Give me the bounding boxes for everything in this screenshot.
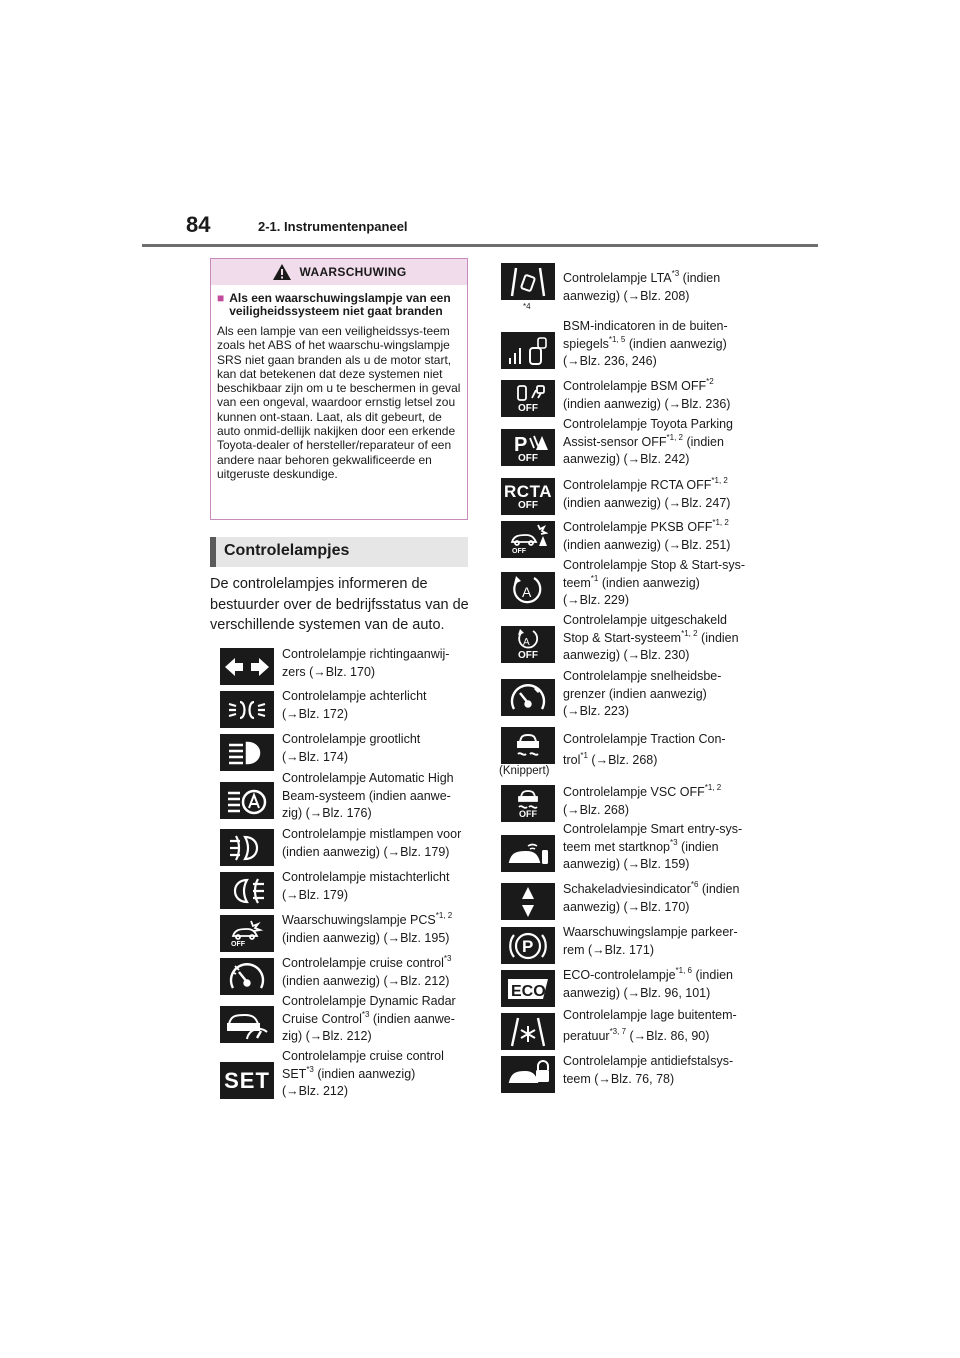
pksb-off-icon: OFF [501, 521, 555, 558]
stop-start-icon [501, 572, 555, 609]
warning-box [210, 258, 468, 520]
intro-paragraph: De controlelampjes informeren de bestuurder over de bedrijfsstatus van de verschillende systemen van de auto. [210, 576, 469, 633]
bullet-square: ■ [217, 291, 225, 305]
svg-text:A: A [523, 636, 530, 648]
vsc-off-icon: OFF [501, 785, 555, 822]
lta-icon [501, 263, 555, 300]
entry-lta: Controlelampje LTA$^{*3}$ (indien aanwezig) (→Blz. 208) [563, 269, 721, 303]
warning-header [211, 259, 467, 285]
entry-parking-brake: Waarschuwingslampje parkeer- rem (→Blz. 171) [563, 925, 738, 957]
svg-text:P: P [522, 936, 534, 956]
stop-start-off-icon: A OFF [501, 626, 555, 663]
turn-signal-icon [220, 648, 274, 685]
entry-low-temperature: Controlelampje lage buitentem- peratuur$^{*3, 7}$ (→Blz. 86, 90) [563, 1008, 737, 1043]
entry-traction-control: Controlelampje Traction Con- trol$^{*1}$ (→Blz. 268) [563, 732, 726, 767]
traction-control-icon [501, 727, 555, 764]
entry-shift-indicator: Schakeladviesindicator$^{*6}$ (indien aanwezig) (→Blz. 170) [563, 880, 740, 914]
footnote-marker: *4 [523, 302, 531, 311]
cruise-set-icon: SET [220, 1062, 274, 1099]
entry-eco: ECO-controlelampje$^{*1, 6}$ (indien aanwezig) (→Blz. 96, 101) [563, 966, 734, 1000]
entry-cruise-set: Controlelampje cruise control SET$^{*3}$ (indien aanwezig) (→Blz. 212) [282, 1049, 444, 1098]
entry-anti-theft: Controlelampje antidiefstalsys- teem (→Blz. 76, 78) [563, 1054, 734, 1086]
bsm-off-icon: OFF [501, 380, 555, 417]
speed-limiter-icon [501, 679, 555, 716]
anti-theft-icon [501, 1056, 555, 1093]
entry-bsm-off: Controlelampje BSM OFF$^{*2}$ (indien aanwezig) (→Blz. 236) [563, 377, 731, 411]
smart-entry-icon [501, 835, 555, 872]
entry-auto-high-beam: Controlelampje Automatic High Beam-systeem (indien aanwe- zig) (→Blz. 176) [282, 771, 454, 820]
automatic-high-beam-icon [220, 782, 274, 819]
high-beam-icon [220, 734, 274, 771]
rear-fog-light-icon [220, 872, 274, 909]
entry-dynamic-radar-cruise: Controlelampje Dynamic Radar Cruise Control$^{*3}$ (indien aanwe- zig) (→Blz. 212) [282, 994, 456, 1043]
entry-front-fog: Controlelampje mistlampen voor (indien aanwezig) (→Blz. 179) [282, 827, 462, 859]
shift-indicator-icon [501, 883, 555, 920]
entry-stop-start: Controlelampje Stop & Start-sys- teem$^{*1}$ (indien aanwezig) (→Blz. 229) [563, 558, 746, 607]
entry-vsc-off: Controlelampje VSC OFF$^{*1, 2}$ (→Blz. 268) [563, 783, 722, 817]
entry-cruise-control: Controlelampje cruise control$^{*3}$ (indien aanwezig) (→Blz. 212) [282, 954, 452, 988]
header-rule [142, 244, 818, 247]
blinking-note: (Knippert) [499, 765, 550, 777]
entry-smart-entry: Controlelampje Smart entry-sys- teem met startknop$^{*3}$ (indien aanwezig) (→Blz. 159) [563, 822, 743, 871]
bsm-indicator-icon [501, 332, 555, 369]
entry-high-beam: Controlelampje grootlicht (→Blz. 174) [282, 732, 421, 764]
svg-text:ECO: ECO [511, 982, 546, 1000]
warning-triangle-icon [272, 263, 292, 281]
warning-heading-text: Als een waarschuwingslampje van een veiligheidssysteem niet gaat branden [229, 291, 451, 318]
parking-brake-icon [501, 927, 555, 964]
pcs-off-icon: OFF [220, 915, 274, 952]
entry-parking-assist-off: Controlelampje Toyota Parking Assist-sensor OFF$^{*1, 2}$ (indien aanwezig) (→Blz. 242) [563, 417, 734, 466]
rcta-off-icon: RCTA OFF [501, 478, 555, 515]
warning-body: Als een lampje van een veiligheidssys-teem zoals het ABS of het waarschu-wingslampje SRS niet gaan branden als u de motor start, kan dat betekenen dat deze systemen niet beschikbaar zijn om u te beschermen in geval van een ongeval, waardoor ernstig letsel zou kunnen ont-staan. Laat, als dit gebeurt, de auto onmid-dellijk nakijken door een erkende Toyota-dealer of hersteller/reparateur of een andere naar behoren gekwalificeerde en uitgeruste deskundige. [217, 324, 461, 481]
warning-title: WAARSCHUWING [299, 265, 407, 279]
front-fog-light-icon [220, 829, 274, 866]
eco-icon [501, 970, 555, 1007]
page-number: 84 [186, 212, 211, 237]
warning-heading [217, 292, 461, 318]
low-temperature-icon [501, 1013, 555, 1050]
entry-rcta-off: Controlelampje RCTA OFF$^{*1, 2}$ (indien aanwezig) (→Blz. 247) [563, 476, 731, 510]
section-title: Controlelampjes [224, 542, 350, 559]
entry-stop-start-off: Controlelampje uitgeschakeld Stop & Start-systeem$^{*1, 2}$ (indien aanwezig) (→Blz. 230) [563, 613, 739, 662]
entry-bsm-indicator: BSM-indicatoren in de buiten- spiegels$^{*1, 5}$ (indien aanwezig) (→Blz. 236, 246) [563, 319, 728, 368]
parking-assist-off-icon: P OFF [501, 429, 555, 466]
section-heading [210, 537, 468, 567]
entry-pksb-off: Controlelampje PKSB OFF$^{*1, 2}$ (indien aanwezig) (→Blz. 251) [563, 518, 731, 552]
entry-pcs: Waarschuwingslampje PCS$^{*1, 2}$ (indien aanwezig) (→Blz. 195) [282, 911, 453, 945]
entry-rear-fog: Controlelampje mistachterlicht (→Blz. 179) [282, 870, 450, 902]
dynamic-radar-cruise-icon [220, 1006, 274, 1043]
svg-text:A: A [522, 583, 532, 600]
chapter-title: 2-1. Instrumentenpaneel [258, 219, 408, 234]
entry-turn-signal: Controlelampje richtingaanwij- zers (→Blz. 170) [282, 647, 450, 679]
entry-tail-light: Controlelampje achterlicht (→Blz. 172) [282, 689, 427, 721]
svg-text:P: P [514, 433, 528, 454]
tail-light-icon [220, 691, 274, 728]
entry-speed-limiter: Controlelampje snelheidsbe- grenzer (indien aanwezig) (→Blz. 223) [563, 669, 722, 718]
cruise-control-icon [220, 958, 274, 995]
